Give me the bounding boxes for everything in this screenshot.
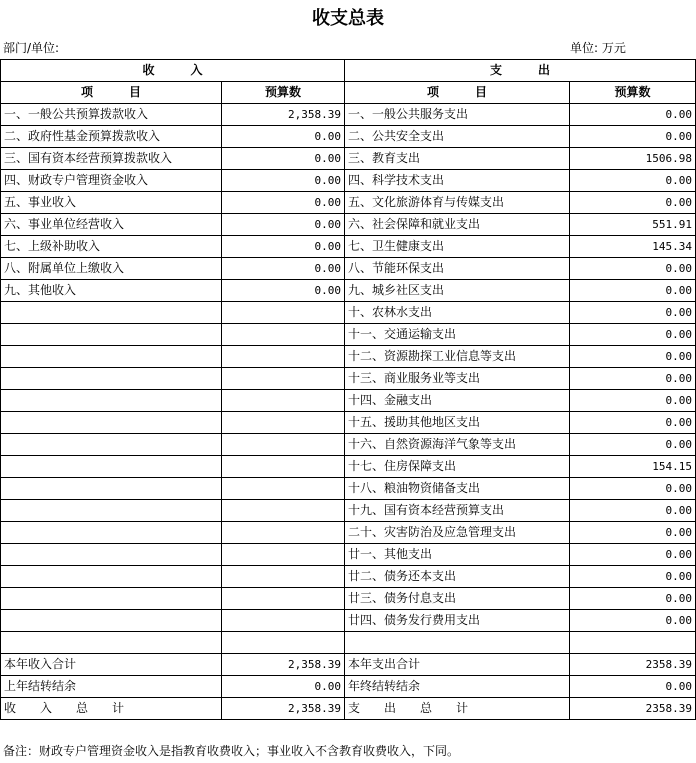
expense-item-cell: 十五、援助其他地区支出 [345,412,570,434]
income-value-cell: 0.00 [222,126,345,148]
income-value-cell [222,522,345,544]
income-value-cell: 0.00 [222,170,345,192]
expense-value-cell: 0.00 [570,390,696,412]
expense-value-cell: 0.00 [570,566,696,588]
expense-value-cell: 0.00 [570,588,696,610]
income-item-cell [1,346,222,368]
expense-value-cell: 2358.39 [570,654,696,676]
table-row [1,192,696,214]
expense-item-cell: 三、教育支出 [345,148,570,170]
footnote: 备注：财政专户管理资金收入是指教育收费收入；事业收入不含教育收费收入，下同。 [3,744,460,758]
income-item-cell [1,390,222,412]
expense-item-cell: 廿二、债务还本支出 [345,566,570,588]
expense-value-cell: 0.00 [570,610,696,632]
income-item-cell [1,456,222,478]
table-row [1,610,696,632]
income-item-cell [1,566,222,588]
table-row [1,148,696,170]
income-value-cell [222,324,345,346]
expense-value-cell: 145.34 [570,236,696,258]
expense-value-cell: 0.00 [570,126,696,148]
expense-item-cell: 十、农林水支出 [345,302,570,324]
income-value-cell [222,390,345,412]
income-item-cell: 七、上级补助收入 [1,236,222,258]
expense-item-cell: 一、一般公共服务支出 [345,104,570,126]
income-value-cell: 0.00 [222,192,345,214]
expense-item-cell [345,632,570,654]
table-row [1,104,696,126]
income-value-cell [222,500,345,522]
income-value-cell [222,434,345,456]
income-value-cell [222,632,345,654]
income-item-cell [1,302,222,324]
expense-item-cell: 廿三、债务付息支出 [345,588,570,610]
expense-item-cell: 本年支出合计 [345,654,570,676]
expense-value-cell: 0.00 [570,258,696,280]
expense-value-cell: 0.00 [570,170,696,192]
expense-item-cell: 十二、资源勘探工业信息等支出 [345,346,570,368]
income-item-cell: 三、国有资本经营预算拨款收入 [1,148,222,170]
expense-value-cell: 0.00 [570,280,696,302]
table-row [1,214,696,236]
expense-budget-header: 预算数 [570,82,696,104]
expense-item-cell: 廿一、其他支出 [345,544,570,566]
expense-item-cell: 十一、交通运输支出 [345,324,570,346]
table-row [1,588,696,610]
expense-value-cell: 0.00 [570,104,696,126]
unit-label: 单位: 万元 [570,41,626,55]
table-row [1,324,696,346]
expense-item-cell: 七、卫生健康支出 [345,236,570,258]
expense-item-cell: 二、公共安全支出 [345,126,570,148]
expense-item-cell: 八、节能环保支出 [345,258,570,280]
expense-value-cell: 0.00 [570,500,696,522]
table-row [1,280,696,302]
expense-item-cell: 支 出 总 计 [345,698,570,720]
expense-value-cell: 1506.98 [570,148,696,170]
income-budget-header: 预算数 [222,82,345,104]
expense-value-cell: 0.00 [570,192,696,214]
column-header-row [1,82,696,104]
table-row [1,434,696,456]
income-item-cell [1,588,222,610]
income-item-cell [1,500,222,522]
expense-item-cell: 五、文化旅游体育与传媒支出 [345,192,570,214]
expense-item-cell: 十九、国有资本经营预算支出 [345,500,570,522]
expense-item-cell: 十三、商业服务业等支出 [345,368,570,390]
expense-item-header: 项 目 [345,82,570,104]
income-item-cell: 五、事业收入 [1,192,222,214]
income-item-cell: 四、财政专户管理资金收入 [1,170,222,192]
expense-value-cell: 0.00 [570,522,696,544]
expense-value-cell: 154.15 [570,456,696,478]
expense-item-cell: 廿四、债务发行费用支出 [345,610,570,632]
income-item-cell [1,368,222,390]
income-item-cell [1,324,222,346]
income-item-cell: 收 入 总 计 [1,698,222,720]
income-value-cell [222,478,345,500]
income-value-cell [222,302,345,324]
income-item-cell: 八、附属单位上缴收入 [1,258,222,280]
table-row [1,412,696,434]
table-row [1,302,696,324]
income-value-cell: 0.00 [222,280,345,302]
table-row [1,478,696,500]
expense-value-cell: 0.00 [570,412,696,434]
table-row [1,566,696,588]
section-header-row [1,60,696,82]
expense-value-cell: 0.00 [570,368,696,390]
income-item-header: 项 目 [1,82,222,104]
income-item-cell [1,478,222,500]
income-item-cell [1,544,222,566]
income-value-cell [222,588,345,610]
expense-value-cell: 0.00 [570,434,696,456]
expense-value-cell: 0.00 [570,676,696,698]
income-value-cell: 0.00 [222,236,345,258]
income-value-cell: 2,358.39 [222,654,345,676]
income-value-cell [222,346,345,368]
table-row [1,632,696,654]
income-value-cell: 0.00 [222,676,345,698]
table-row [1,258,696,280]
expense-item-cell: 十六、自然资源海洋气象等支出 [345,434,570,456]
income-value-cell: 0.00 [222,214,345,236]
table-row [1,346,696,368]
expense-value-cell: 0.00 [570,324,696,346]
total-row [1,698,696,720]
expense-value-cell: 2358.39 [570,698,696,720]
expense-item-cell: 四、科学技术支出 [345,170,570,192]
income-item-cell [1,632,222,654]
income-value-cell [222,566,345,588]
income-value-cell: 0.00 [222,258,345,280]
income-value-cell: 0.00 [222,148,345,170]
expense-item-cell: 十四、金融支出 [345,390,570,412]
income-item-cell: 六、事业单位经营收入 [1,214,222,236]
expense-value-cell: 0.00 [570,302,696,324]
page-title: 收支总表 [312,8,384,29]
income-section-header: 收 入 [1,60,345,82]
income-item-cell: 一、一般公共预算拨款收入 [1,104,222,126]
expense-item-cell: 十七、住房保障支出 [345,456,570,478]
income-value-cell [222,610,345,632]
income-item-cell [1,434,222,456]
expense-item-cell: 二十、灾害防治及应急管理支出 [345,522,570,544]
expense-value-cell: 551.91 [570,214,696,236]
table-row [1,126,696,148]
income-value-cell: 2,358.39 [222,698,345,720]
summary-table [0,59,696,720]
table-row [1,368,696,390]
total-row [1,654,696,676]
table-row [1,170,696,192]
expense-item-cell: 年终结转结余 [345,676,570,698]
table-row [1,236,696,258]
table-row [1,522,696,544]
expense-value-cell [570,632,696,654]
income-item-cell: 二、政府性基金预算拨款收入 [1,126,222,148]
income-value-cell [222,368,345,390]
expense-value-cell: 0.00 [570,478,696,500]
table-row [1,456,696,478]
income-value-cell [222,412,345,434]
income-value-cell [222,456,345,478]
department-label: 部门/单位: [3,41,60,55]
income-value-cell [222,544,345,566]
income-item-cell: 本年收入合计 [1,654,222,676]
income-value-cell: 2,358.39 [222,104,345,126]
total-row [1,676,696,698]
table-row [1,390,696,412]
expense-item-cell: 十八、粮油物资储备支出 [345,478,570,500]
table-row [1,500,696,522]
income-item-cell [1,610,222,632]
expense-item-cell: 九、城乡社区支出 [345,280,570,302]
income-item-cell [1,522,222,544]
expense-value-cell: 0.00 [570,544,696,566]
income-item-cell [1,412,222,434]
expense-item-cell: 六、社会保障和就业支出 [345,214,570,236]
expense-value-cell: 0.00 [570,346,696,368]
table-row [1,544,696,566]
expense-section-header: 支 出 [345,60,696,82]
income-item-cell: 九、其他收入 [1,280,222,302]
income-item-cell: 上年结转结余 [1,676,222,698]
